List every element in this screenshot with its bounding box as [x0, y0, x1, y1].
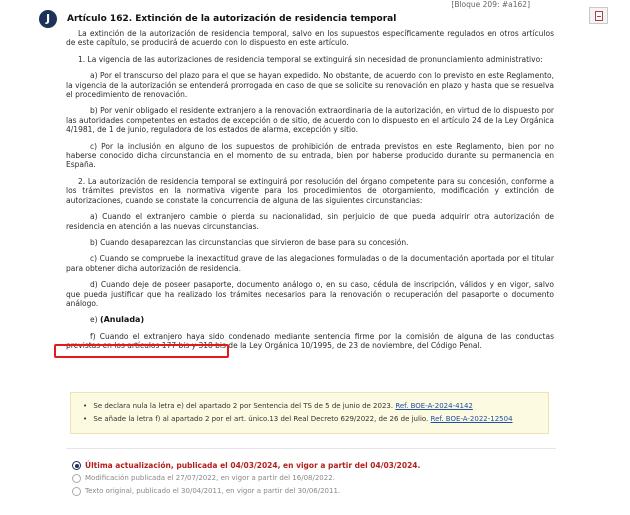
paragraph-1b: b) Por venir obligado el residente extranjero a la renovación extraordinaria de la autorización, en virtud de lo dispuesto por las autoridades competentes en estados de excepción o de sitio, de acuerdo con lo dispuesto en el artículo 24 de la Ley Orgánica 4/1981, de 1 de junio, reguladora de los estados de alarma, excepción y sitio. [66, 106, 554, 135]
jurisprudence-badge-icon[interactable]: J [39, 10, 57, 28]
pdf-download-button[interactable] [589, 7, 608, 24]
radio-unselected-icon[interactable] [72, 474, 81, 483]
paragraph-2e-prefix: e) [90, 315, 98, 325]
paragraph-intro: La extinción de la autorización de residencia temporal, salvo en los supuestos específicamente regulados en otros artículos de este capítulo, se producirá de acuerdo con lo dispuesto en este artículo. [66, 29, 554, 48]
version-option-original[interactable] [72, 485, 420, 498]
paragraph-1a: a) Por el transcurso del plazo para el que se hayan expedido. No obstante, de acuerdo con lo previsto en este Reglamento, la vigencia de la autorización se entenderá prorrogada en caso de que se solicite su renovación en plazo y hasta que se resuelva el procedimiento de renovación. [66, 71, 554, 100]
pdf-download-icon [595, 11, 603, 21]
version-option-2022[interactable] [72, 472, 420, 485]
radio-selected-icon[interactable] [72, 461, 81, 470]
note-item [83, 400, 540, 413]
paragraph-1: 1. La vigencia de las autorizaciones de residencia temporal se extinguirá sin necesidad de pronunciamiento administrativo: [78, 54, 543, 64]
article-body [66, 29, 554, 358]
radio-unselected-icon[interactable] [72, 487, 81, 496]
paragraph-2c: c) Cuando se compruebe la inexactitud grave de las alegaciones formuladas o de la documentación aportada por el titular para obtener dicha autorización de residencia. [66, 254, 554, 273]
article-title: Artículo 162. Extinción de la autorización de residencia temporal [67, 14, 397, 24]
paragraph-2a: a) Cuando el extranjero cambie o pierda su nacionalidad, sin perjuicio de que pueda adquirir otra autorización de residencia en atención a las nuevas circunstancias. [66, 212, 554, 231]
amendment-notes [70, 392, 549, 434]
version-selector [72, 459, 420, 498]
note-item [83, 413, 540, 426]
version-label: Última actualización, publicada el 04/03/2024, en vigor a partir del 04/03/2024. [85, 461, 421, 470]
version-label: Modificación publicada el 27/07/2022, en vigor a partir del 16/08/2022. [85, 474, 335, 482]
version-option-current[interactable] [72, 459, 420, 472]
annulled-label: (Anulada) [99, 315, 145, 325]
note-text: Se añade la letra f) al apartado 2 por el art. único.13 del Real Decreto 629/2022, de 26 de julio. [93, 415, 429, 423]
paragraph-2f: f) Cuando el extranjero haya sido condenado mediante sentencia firme por la comisión de alguna de las conductas previstas en los artículos 177 bis y 318 bis de la Ley Orgánica 10/1995, de 23 de noviembre, del Código Penal. [66, 331, 554, 351]
paragraph-1c: c) Por la inclusión en alguno de los supuestos de prohibición de entrada previstos en este Reglamento, bien por no haberse conocido dicha circunstancia en el momento de su entrada, bien por haberse producido durante su permanencia en España. [66, 141, 554, 170]
paragraph-2d: d) Cuando deje de poseer pasaporte, documento análogo o, en su caso, cédula de inscripción, válidos y en vigor, salvo que pueda justificar que ha realizado los trámites necesarios para la renovación o recuperación del pasaporte o documento análogo. [66, 280, 554, 308]
note-reference-link[interactable]: Ref. BOE-A-2022-12504 [430, 415, 513, 423]
version-label: Texto original, publicado el 30/04/2011, en vigor a partir del 30/06/2011. [85, 487, 341, 495]
paragraph-2b: b) Cuando desaparezcan las circunstancias que sirvieron de base para su concesión. [90, 237, 409, 247]
paragraph-2: 2. La autorización de residencia temporal se extinguirá por resolución del órgano competente para su concesión, conforme a los trámites previstos en la normativa vigente para los procedimientos de otorgamiento, modificación y extinción de autorizaciones, cuando se constate la concurrencia de alguna de las siguientes circunstancias: [66, 176, 554, 205]
note-text: Se declara nula la letra e) del apartado 2 por Sentencia del TS de 5 de junio de 2023. [93, 402, 394, 410]
section-divider [66, 448, 556, 449]
block-reference: [Bloque 209: #a162] [451, 0, 530, 9]
annulled-highlight-box [54, 344, 229, 358]
paragraph-2e [66, 315, 554, 324]
note-reference-link[interactable]: Ref. BOE-A-2024-4142 [395, 402, 473, 410]
